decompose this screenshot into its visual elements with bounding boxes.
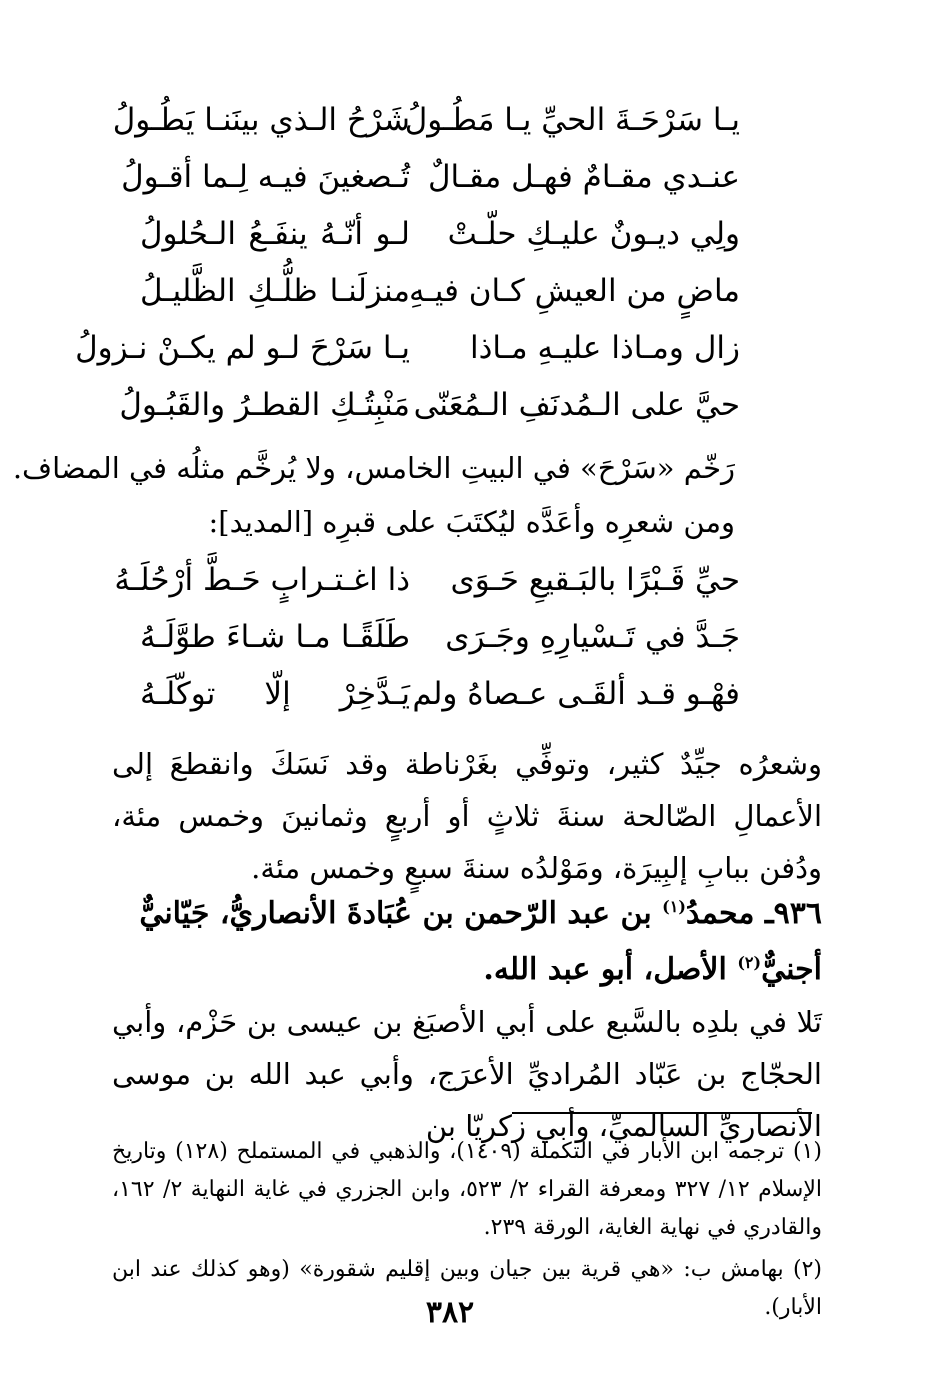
poem-block-2 [114, 552, 740, 723]
verse-line [121, 149, 740, 206]
verse-first-hemistich: ولِي ديـونٌ عليـكِ حلّـتْ [447, 216, 740, 252]
entry-kunya: الأصل، أبو عبد الله. [483, 952, 727, 987]
entry-body [112, 996, 822, 1152]
verse-second-hemistich: تُـصغينَ فيـه لِـما أقـولُ [121, 159, 410, 195]
verse-line [140, 666, 740, 723]
prosody-comment: رَخّم «سَرْحَ» في البيتِ الخامس، ولا يُرخَّم مثلُه في المضاف. [12, 451, 735, 485]
verse-second-hemistich: مَنْبِتُـكِ القطـرُ والقَبُـولُ [119, 387, 410, 423]
footnote-2: (٢) بهامش ب: «هي قرية بين جيان وبين إقليم شقورة» (وهو كذلك عند ابن الأبار). [112, 1257, 822, 1320]
footnote-1: (١) ترجمه ابن الأبار في التكملة (١٤٠٩)، والذهبي في المستملح (١٢٨) وتاريخ الإسلام ١٢/ ٣٢٧ ومعرفة القراء ٢/ ٥٢٣، وابن الجزري في غاية النهاية ٢/ ١٦٢، والقادري في نهاية الغاية، الورقة ٢٣٩. [112, 1139, 822, 1240]
entry-body-text: تَلا في بلدِه بالسَّبع على أبي الأصبَغ بن عيسى بن حَزْم، وأبي الحجّاج بن عَبّاد المُراديِّ الأعرَج، وأبي عبد الله بن موسى الأنصاريِّ السالميِّ، وأبي زكريّا بن [112, 1005, 822, 1143]
verse-first-hemistich: حيَّ على الـمُدنَفِ الـمُعَنّى [413, 387, 740, 423]
entry-name: محمدُ [685, 896, 755, 931]
biography-text: وشعرُه جيِّدٌ كثير، وتوفِّي بغَرْناطة وقد نَسَكَ وانقطعَ إلى الأعمالِ الصّالحة سنةَ ثلاثٍ أو أربعٍ وثمانينَ وخمس مئة، ودُفن ببابِ إلبِيرَة، ومَوْلدُه سنةَ سبعٍ وخمس مئة. [112, 747, 822, 885]
verse-second-hemistich: يـا سَرْحَ لـو لم يكـنْ نـزولُ [75, 330, 410, 366]
verse-line [119, 377, 740, 434]
verse-line [140, 609, 740, 666]
footnote-separator [512, 1112, 812, 1114]
verse-second-hemistich: منزلَنـا ظلُّـكِ الظَّليـلُ [140, 273, 410, 309]
page-number: ٣٨٢ [425, 1295, 475, 1330]
verse-first-hemistich: عنـدي مقـامٌ فهـل مقـالٌ [427, 159, 740, 195]
verse-line [75, 320, 740, 377]
verse-line [112, 92, 740, 149]
verse-first-hemistich: يـا سَرْحَـةَ الحيِّ يـا مَطُـولُ [404, 102, 740, 138]
footnote-ref-2: (٢) [737, 953, 762, 972]
poem-intro: ومن شعرِه وأعَدَّه ليُكتَبَ على قبرِه [المديد]: [208, 505, 735, 539]
entry-lineage: بن عبد الرّحمن بن عُبَادةَ الأنصاريُّ، جَيّانيٌّ أجنيٌّ [139, 896, 822, 987]
verse-second-hemistich: طَلَقًـا مـا شـاءَ طوَّلَـهُ [140, 619, 410, 655]
verse-first-hemistich: حيِّ قَـبْرًا بالبَـقيعِ حَـوَى [450, 562, 740, 598]
entry-heading [112, 886, 822, 998]
entry-number: ٩٣٦ [773, 896, 822, 931]
poem-block-1 [75, 92, 740, 434]
verse-first-hemistich: فهْـو قـد ألقَـى عـصاهُ ولم [412, 676, 740, 712]
verse-second-hemistich: يَـدَّخِرْ إلّا توكّلَـهُ [140, 676, 410, 712]
verse-second-hemistich: لـو أنّـهُ ينفَـعُ الـحُلولُ [140, 216, 410, 252]
verse-first-hemistich: زال ومـاذا عليـهِ مـاذا [470, 330, 740, 366]
footnote-ref-1: (١) [662, 897, 686, 916]
biography-paragraph [112, 738, 822, 894]
entry-dash: ـ [754, 896, 774, 931]
verse-second-hemistich: شَرْحُ الـذي بينَنـا يَطُـولُ [112, 102, 410, 138]
verse-line [140, 206, 740, 263]
verse-second-hemistich: ذا اغـتـرابٍ حَـطَّ أرْحُلَـهُ [114, 562, 410, 598]
verse-line [140, 263, 740, 320]
verse-first-hemistich: جَـدَّ في تَـسْيارِهِ وجَـرَى [445, 619, 740, 655]
verse-line [114, 552, 740, 609]
verse-first-hemistich: ماضٍ من العيشِ كـان فيـهِ [409, 273, 740, 309]
